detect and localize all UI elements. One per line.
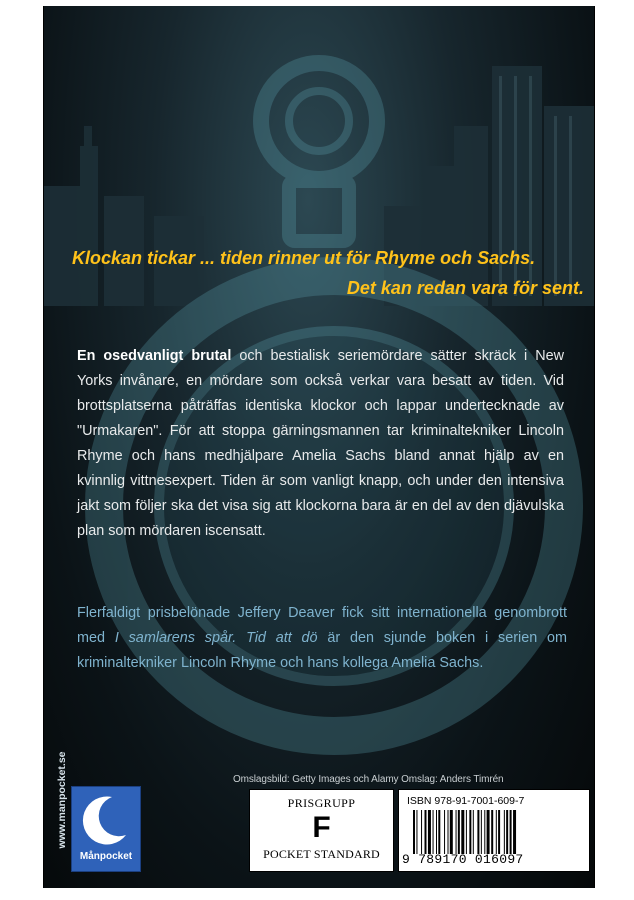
author-note-part-1: Flerfaldigt prisbelönade Jeffery Deaver fick sitt internationella genombrott med xyxy=(77,605,567,646)
tagline-line-1: Klockan tickar ... tiden rinner ut för Rhyme och Sachs. xyxy=(72,248,536,268)
blurb-lead: En osedvanligt brutal xyxy=(77,348,232,364)
price-group-format: POCKET STANDARD xyxy=(263,847,380,861)
price-group-label: PRISGRUPP xyxy=(287,796,356,810)
author-note xyxy=(77,601,567,676)
publisher-logo-label: Månpocket xyxy=(79,851,133,862)
author-note-part-2: är den sjunde boken i serien om kriminaltekniker Lincoln Rhyme och hans kollega Amelia Sachs. xyxy=(77,630,568,671)
blurb-body: och bestialisk seriemördare sätter skräck i New Yorks invånare, en mördare som också verkar vara besatt av tiden. Vid brottsplatserna påträffas identiska klockor och lappar undertecknade av "Urmakaren". För att stoppa gärningsmannen tar kriminaltekniker Lincoln Rhyme och hans medhjälpare Amelia Sachs bland annat hjälp av en kvinnlig vittnesexpert. Tiden är som vanligt knapp, och under den intensiva jakt som följer ska det visa sig att klockorna bara är en del av den djävulska plan som mördaren iscensatt. xyxy=(77,348,564,539)
publisher-logo xyxy=(71,786,141,872)
publisher-website: www.manpocket.se xyxy=(56,751,68,849)
isbn-number: ISBN 978-91-7001-609-7 xyxy=(407,795,525,807)
book-back-cover xyxy=(43,6,595,888)
isbn-barcode xyxy=(398,789,590,872)
barcode-bars xyxy=(413,810,585,854)
author-note-titles: I samlarens spår. Tid att dö xyxy=(114,630,318,646)
price-group-box xyxy=(249,789,394,872)
cover-credits: Omslagsbild: Getty Images och Alamy Omslag: Anders Timrén xyxy=(233,774,504,785)
price-group-grade: F xyxy=(312,811,331,844)
blurb-text xyxy=(77,344,564,544)
tagline-line-2: Det kan redan vara för sent. xyxy=(346,278,584,298)
moon-icon xyxy=(72,787,140,851)
ean-digits: 9 789170 016097 xyxy=(402,852,524,867)
